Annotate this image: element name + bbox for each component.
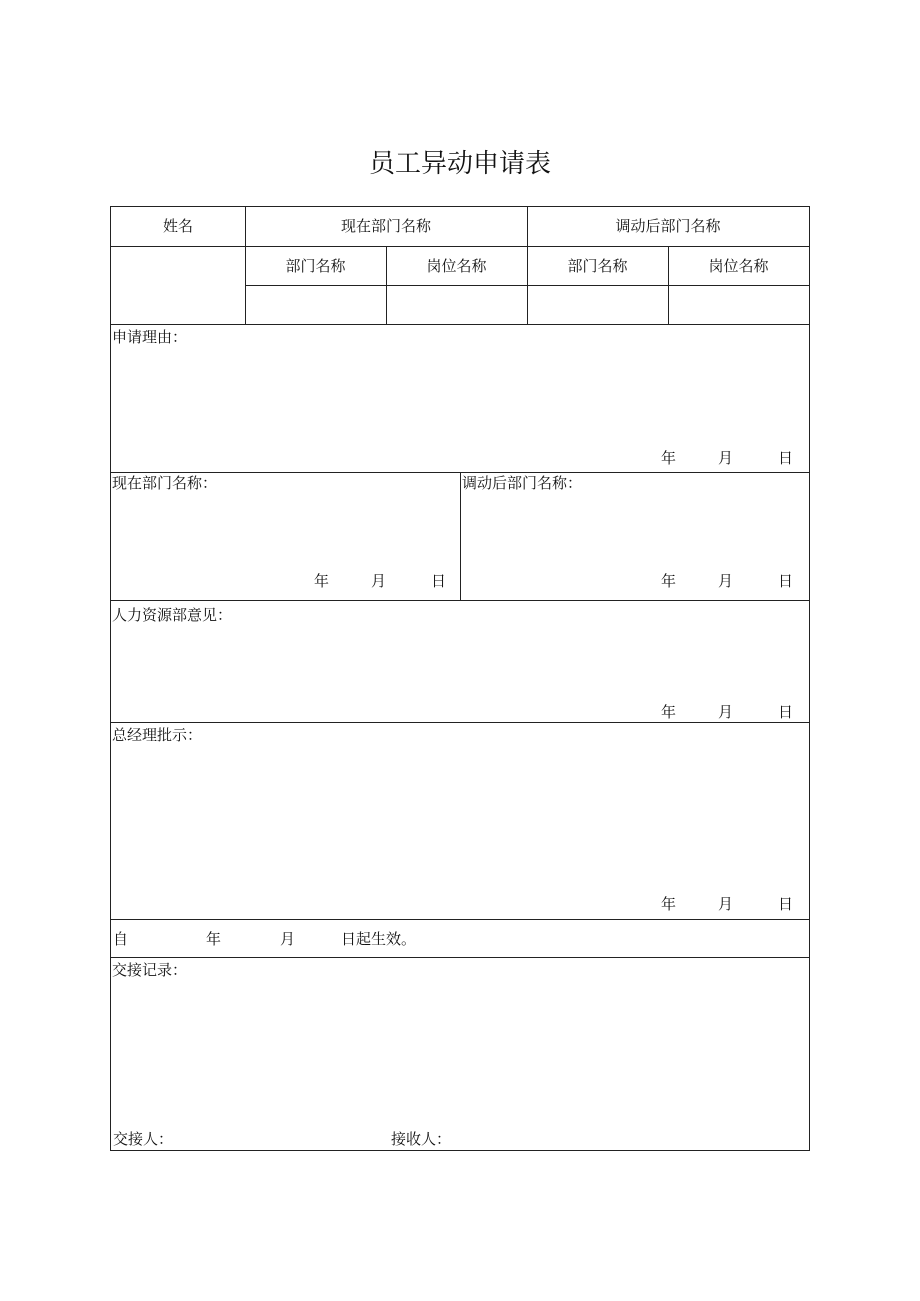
current-position-name-input[interactable] bbox=[387, 286, 526, 323]
date-day: 日 bbox=[778, 895, 794, 913]
handover-label: 交接记录： bbox=[112, 961, 188, 979]
date-year: 年 bbox=[661, 895, 677, 913]
current-position-name-header: 岗位名称 bbox=[426, 257, 487, 275]
effective-suffix: 日起生效。 bbox=[341, 930, 417, 948]
effective-month: 月 bbox=[280, 930, 296, 948]
row-divider-8 bbox=[111, 957, 809, 958]
date-month: 月 bbox=[718, 703, 734, 721]
new-position-name-input[interactable] bbox=[669, 286, 808, 323]
date-year: 年 bbox=[661, 449, 677, 467]
date-year: 年 bbox=[661, 703, 677, 721]
reason-label: 申请理由： bbox=[112, 328, 188, 346]
date-month: 月 bbox=[718, 572, 734, 590]
gm-approval-label: 总经理批示： bbox=[112, 726, 203, 744]
date-year: 年 bbox=[314, 572, 330, 590]
form-title: 员工异动申请表 bbox=[368, 149, 551, 179]
date-day: 日 bbox=[778, 572, 794, 590]
new-dept-header: 调动后部门名称 bbox=[615, 217, 721, 235]
new-dept-opinion-input[interactable] bbox=[462, 495, 808, 569]
current-dept-name-header: 部门名称 bbox=[285, 257, 346, 275]
date-day: 日 bbox=[778, 703, 794, 721]
current-dept-opinion-label: 现在部门名称： bbox=[112, 474, 218, 492]
row-divider-6 bbox=[111, 722, 809, 723]
current-dept-name-input[interactable] bbox=[246, 286, 385, 323]
gm-approval-input[interactable] bbox=[112, 747, 808, 892]
current-dept-header: 现在部门名称 bbox=[340, 217, 431, 235]
effective-from: 自 bbox=[113, 930, 129, 948]
new-dept-name-header: 部门名称 bbox=[567, 257, 628, 275]
hr-opinion-label: 人力资源部意见： bbox=[112, 606, 233, 624]
row-divider-7 bbox=[111, 919, 809, 920]
date-day: 日 bbox=[431, 572, 447, 590]
date-day: 日 bbox=[778, 449, 794, 467]
effective-year: 年 bbox=[206, 930, 222, 948]
form-table bbox=[110, 206, 810, 1151]
new-dept-name-input[interactable] bbox=[528, 286, 667, 323]
receiver-label: 接收人： bbox=[391, 1130, 452, 1148]
row-divider-3 bbox=[111, 324, 809, 325]
new-dept-opinion-label: 调动后部门名称： bbox=[462, 474, 583, 492]
handover-input[interactable] bbox=[112, 982, 808, 1122]
name-input[interactable] bbox=[112, 247, 244, 323]
date-month: 月 bbox=[718, 449, 734, 467]
current-dept-opinion-input[interactable] bbox=[112, 495, 458, 569]
name-header: 姓名 bbox=[162, 217, 193, 235]
handover-person-label: 交接人： bbox=[113, 1130, 174, 1148]
row-divider-5 bbox=[111, 600, 809, 601]
date-month: 月 bbox=[371, 572, 387, 590]
hr-opinion-input[interactable] bbox=[112, 627, 808, 699]
col-divider-opinion bbox=[460, 472, 461, 600]
date-year: 年 bbox=[661, 572, 677, 590]
date-month: 月 bbox=[718, 895, 734, 913]
reason-input[interactable] bbox=[112, 347, 808, 447]
new-position-name-header: 岗位名称 bbox=[708, 257, 769, 275]
